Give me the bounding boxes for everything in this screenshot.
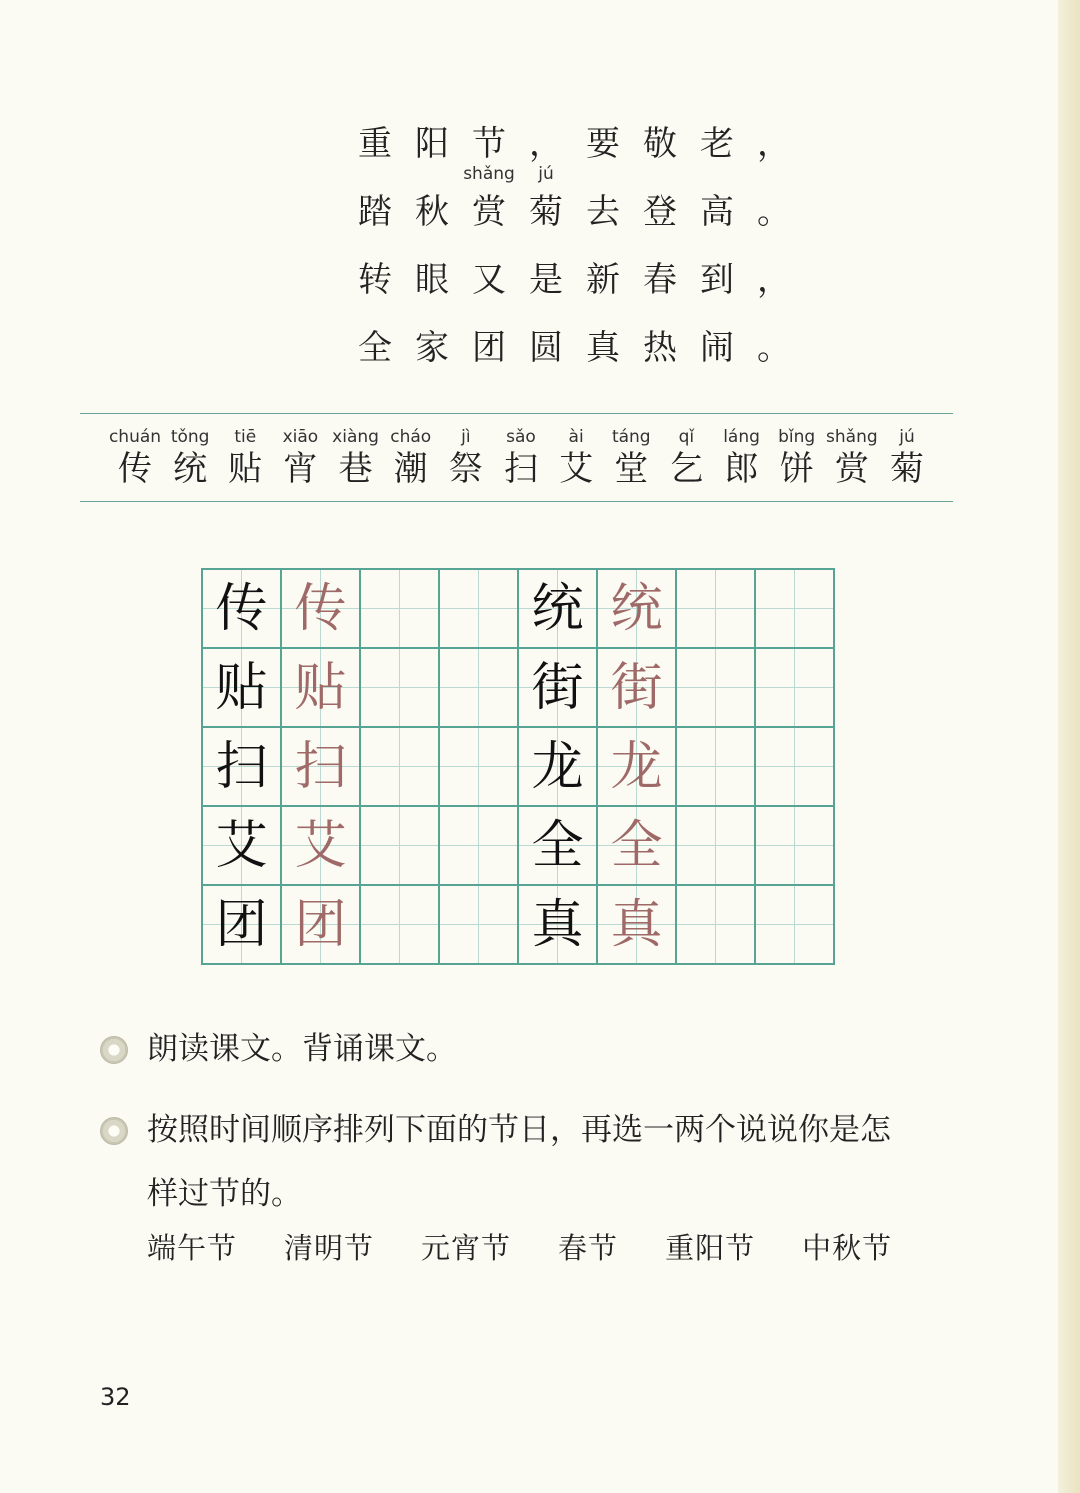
poem-char: ， bbox=[757, 124, 791, 164]
poem-char: 菊 jú bbox=[527, 192, 565, 232]
vocab-char: 祭 bbox=[448, 449, 483, 489]
exercise-2-line: 样过节的。 bbox=[147, 1176, 302, 1212]
poem-char: 重 bbox=[358, 124, 392, 164]
vocab-char: 宵 bbox=[283, 449, 318, 489]
vocab-pinyin: tiē bbox=[234, 427, 257, 447]
poem-line bbox=[356, 164, 812, 232]
model-char-cell: 贴 bbox=[203, 649, 282, 728]
vocab-pinyin: ài bbox=[568, 427, 584, 447]
blank-practice-cell bbox=[361, 649, 440, 728]
vocab-char: 巷 bbox=[338, 449, 373, 489]
poem-char: ， bbox=[529, 124, 563, 164]
blank-practice-cell bbox=[677, 807, 756, 886]
festival-item: 元宵节 bbox=[421, 1231, 512, 1265]
festival-list bbox=[147, 1226, 892, 1267]
trace-char-cell: 全 bbox=[598, 807, 677, 886]
vocab-pinyin: tǒng bbox=[170, 427, 210, 447]
festival-item: 端午节 bbox=[147, 1231, 238, 1265]
vocab-char: 艾 bbox=[559, 449, 594, 489]
vocab-pinyin: chuán bbox=[108, 427, 162, 447]
vocab-bottom-rule bbox=[80, 501, 953, 502]
poem-char: 到 bbox=[700, 260, 734, 300]
poem-char: 。 bbox=[757, 192, 791, 232]
blank-practice-cell bbox=[440, 649, 519, 728]
poem-char: 秋 bbox=[415, 192, 449, 232]
poem-char: 新 bbox=[586, 260, 620, 300]
exercise-bullet-icon bbox=[100, 1036, 128, 1064]
model-char-cell: 扫 bbox=[203, 728, 282, 807]
vocab-pinyin: xiàng bbox=[332, 427, 379, 447]
poem-line bbox=[356, 308, 812, 368]
vocab-pinyin: shǎng bbox=[826, 427, 878, 447]
vocab-char: 扫 bbox=[503, 449, 538, 489]
trace-char-cell: 艾 bbox=[282, 807, 361, 886]
poem-char: 老 bbox=[700, 124, 734, 164]
poem-char: 家 bbox=[415, 328, 449, 368]
exercise-1-line: 朗读课文。背诵课文。 bbox=[147, 1031, 457, 1067]
poem-line bbox=[356, 104, 812, 164]
festival-item: 清明节 bbox=[284, 1231, 375, 1265]
vocab-char: 统 bbox=[173, 449, 208, 489]
blank-practice-cell bbox=[756, 728, 835, 807]
vocab-pinyin: láng bbox=[723, 427, 760, 447]
vocab-pinyin: jì bbox=[461, 427, 471, 447]
poem-char: 闹 bbox=[700, 328, 734, 368]
poem-char: 阳 bbox=[415, 124, 449, 164]
poem-char: 春 bbox=[643, 260, 677, 300]
poem-char: 赏 shǎng bbox=[470, 192, 508, 232]
page-number: 32 bbox=[100, 1383, 131, 1411]
poem-char: 真 bbox=[586, 328, 620, 368]
blank-practice-cell bbox=[677, 649, 756, 728]
blank-practice-cell bbox=[756, 570, 835, 649]
blank-practice-cell bbox=[440, 728, 519, 807]
trace-char-cell: 街 bbox=[598, 649, 677, 728]
festival-item: 春节 bbox=[558, 1231, 619, 1265]
poem-char: ， bbox=[757, 260, 791, 300]
model-char-cell: 统 bbox=[519, 570, 598, 649]
poem-pinyin: shǎng bbox=[463, 164, 515, 184]
poem-char: 。 bbox=[757, 328, 791, 368]
blank-practice-cell bbox=[440, 886, 519, 965]
blank-practice-cell bbox=[677, 728, 756, 807]
poem-char: 登 bbox=[643, 192, 677, 232]
poem-char: 踏 bbox=[358, 192, 392, 232]
trace-char-cell: 团 bbox=[282, 886, 361, 965]
festival-item: 中秋节 bbox=[802, 1231, 893, 1265]
page-edge bbox=[1058, 0, 1080, 1493]
blank-practice-cell bbox=[361, 807, 440, 886]
exercise-2-line: 按照时间顺序排列下面的节日，再选一两个说说你是怎 bbox=[147, 1112, 891, 1148]
blank-practice-cell bbox=[361, 728, 440, 807]
vocab-char: 郎 bbox=[724, 449, 759, 489]
vocab-pinyin: xiāo bbox=[282, 427, 319, 447]
trace-char-cell: 龙 bbox=[598, 728, 677, 807]
vocab-top-rule bbox=[80, 413, 953, 414]
vocab-char: 贴 bbox=[228, 449, 263, 489]
blank-practice-cell bbox=[440, 570, 519, 649]
blank-practice-cell bbox=[756, 649, 835, 728]
poem-char: 要 bbox=[586, 124, 620, 164]
vocab-char: 堂 bbox=[614, 449, 649, 489]
poem-char: 去 bbox=[586, 192, 620, 232]
vocab-char: 潮 bbox=[393, 449, 428, 489]
trace-char-cell: 贴 bbox=[282, 649, 361, 728]
trace-char-cell: 真 bbox=[598, 886, 677, 965]
trace-char-cell: 扫 bbox=[282, 728, 361, 807]
blank-practice-cell bbox=[756, 886, 835, 965]
vocab-char: 赏 bbox=[834, 449, 869, 489]
blank-practice-cell bbox=[756, 807, 835, 886]
model-char-cell: 传 bbox=[203, 570, 282, 649]
trace-char-cell: 传 bbox=[282, 570, 361, 649]
poem-char: 高 bbox=[700, 192, 734, 232]
vocabulary-list bbox=[108, 423, 931, 493]
vocab-pinyin: jú bbox=[899, 427, 915, 447]
vocab-char: 乞 bbox=[669, 449, 704, 489]
poem-char: 圆 bbox=[529, 328, 563, 368]
vocab-pinyin: qǐ bbox=[678, 427, 695, 447]
poem-char: 节 bbox=[472, 124, 506, 164]
vocab-char: 菊 bbox=[889, 449, 924, 489]
blank-practice-cell bbox=[361, 570, 440, 649]
blank-practice-cell bbox=[361, 886, 440, 965]
blank-practice-cell bbox=[440, 807, 519, 886]
model-char-cell: 全 bbox=[519, 807, 598, 886]
vocab-pinyin: bǐng bbox=[778, 427, 816, 447]
festival-item: 重阳节 bbox=[665, 1231, 756, 1265]
poem-line bbox=[356, 240, 812, 300]
vocab-char: 饼 bbox=[779, 449, 814, 489]
poem-char: 团 bbox=[472, 328, 506, 368]
poem-char: 转 bbox=[358, 260, 392, 300]
vocab-pinyin: táng bbox=[611, 427, 651, 447]
vocab-item bbox=[883, 423, 931, 493]
poem-char: 敬 bbox=[643, 124, 677, 164]
vocab-pinyin: sǎo bbox=[506, 427, 536, 447]
blank-practice-cell bbox=[677, 886, 756, 965]
poem-char: 是 bbox=[529, 260, 563, 300]
writing-grid bbox=[201, 568, 835, 965]
model-char-cell: 真 bbox=[519, 886, 598, 965]
vocab-pinyin: cháo bbox=[390, 427, 432, 447]
model-char-cell: 团 bbox=[203, 886, 282, 965]
poem-char: 热 bbox=[643, 328, 677, 368]
poem-char: 眼 bbox=[415, 260, 449, 300]
model-char-cell: 艾 bbox=[203, 807, 282, 886]
model-char-cell: 龙 bbox=[519, 728, 598, 807]
poem-pinyin: jú bbox=[538, 164, 554, 184]
poem-char: 又 bbox=[472, 260, 506, 300]
blank-practice-cell bbox=[677, 570, 756, 649]
exercise-bullet-icon bbox=[100, 1117, 128, 1145]
trace-char-cell: 统 bbox=[598, 570, 677, 649]
poem-char: 全 bbox=[358, 328, 392, 368]
model-char-cell: 街 bbox=[519, 649, 598, 728]
vocab-char: 传 bbox=[118, 449, 152, 489]
